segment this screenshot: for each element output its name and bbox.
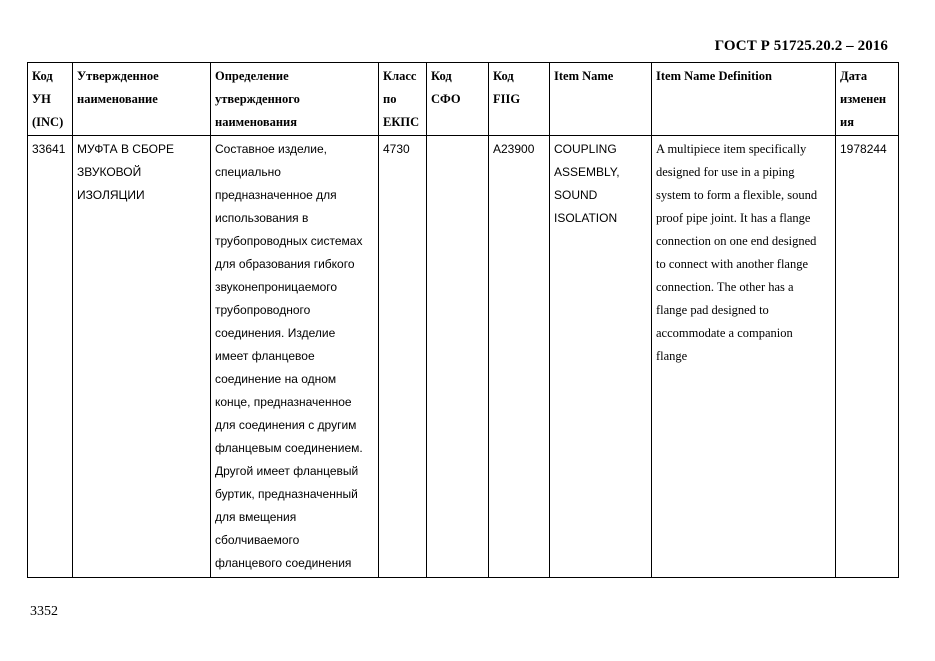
item-names-table: [27, 62, 899, 578]
column-header-item-name: Item Name: [550, 63, 652, 136]
document-standard-header: ГОСТ Р 51725.20.2 – 2016: [714, 38, 888, 54]
cell-sfo-code: [427, 136, 489, 578]
column-header-fiig-code: Код FIIG: [489, 63, 550, 136]
column-header-item-name-definition: Item Name Definition: [652, 63, 836, 136]
cell-fiig-code: A23900: [489, 136, 550, 578]
table-header-row: [28, 63, 899, 136]
column-header-sfo-code: Код СФО: [427, 63, 489, 136]
cell-ekps-class: 4730: [379, 136, 427, 578]
column-header-approved-name: Утвержденное наименование: [73, 63, 211, 136]
cell-item-name-definition: A multipiece item specifically designed for use in a piping system to form a flexible, sound proof pipe joint. It has a flange connection on one end designed to connect with another flange connection. The other has a flange pad designed to accommodate a companion flange: [652, 136, 836, 578]
column-header-change-date: Дата изменен ия: [836, 63, 899, 136]
table-row: [28, 136, 899, 578]
page-number: 3352: [30, 604, 58, 619]
cell-item-name: COUPLING ASSEMBLY, SOUND ISOLATION: [550, 136, 652, 578]
cell-change-date: 1978244: [836, 136, 899, 578]
cell-definition: Составное изделие, специально предназначенное для использования в трубопроводных системах для образования гибкого звуконепроницаемого трубопроводного соединения. Изделие имеет фланцевое соединение на одном конце, предназначенное для соединения с другим фланцевым соединением. Другой имеет фланцевый буртик, предназначенный для вмещения сболчиваемого фланцевого соединения: [211, 136, 379, 578]
column-header-inc: Код УН (INC): [28, 63, 73, 136]
cell-approved-name: МУФТА В СБОРЕ ЗВУКОВОЙ ИЗОЛЯЦИИ: [73, 136, 211, 578]
column-header-ekps-class: Класс по ЕКПС: [379, 63, 427, 136]
cell-inc: 33641: [28, 136, 73, 578]
column-header-definition: Определение утвержденного наименования: [211, 63, 379, 136]
